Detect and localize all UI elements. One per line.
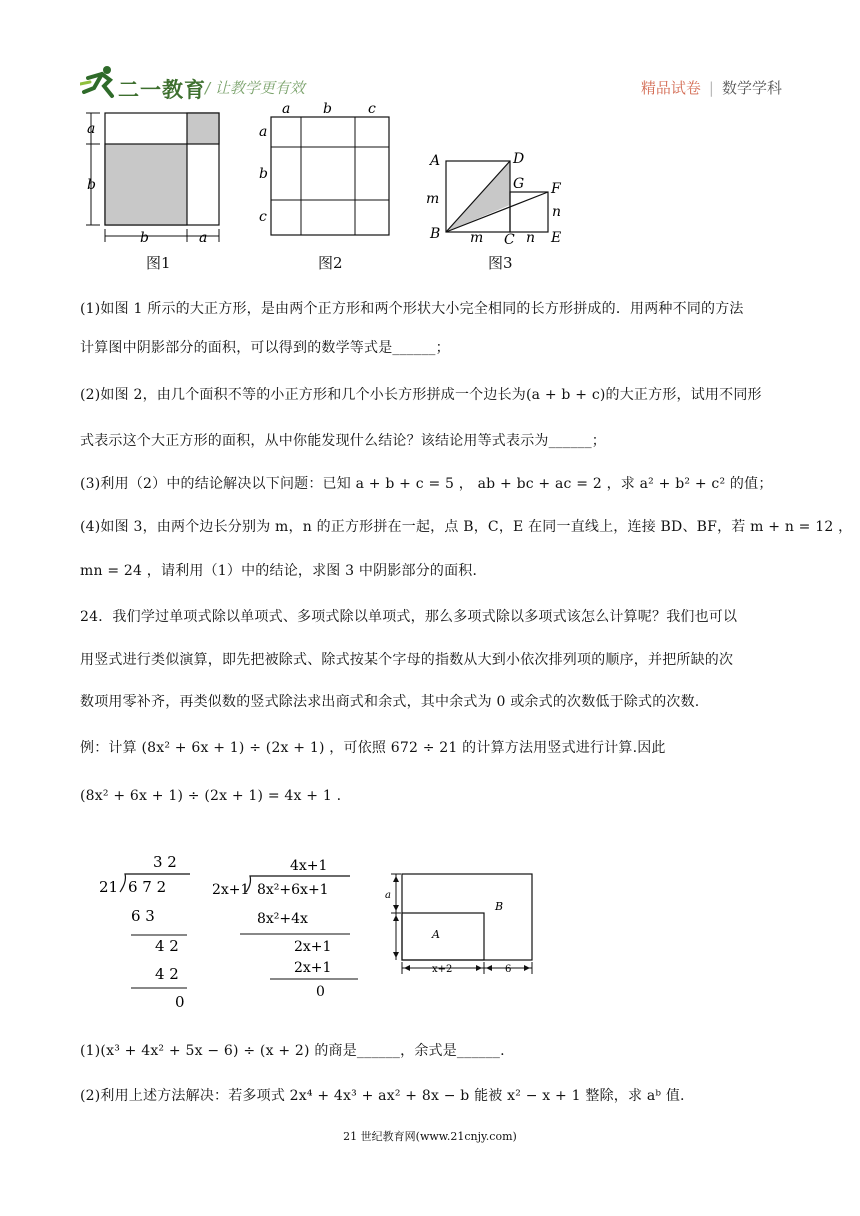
fig3-B: B xyxy=(430,226,441,242)
fig1-caption: 图1 xyxy=(146,254,171,272)
rect-label-A: A xyxy=(432,928,440,941)
fig3-D: D xyxy=(513,151,525,167)
fig2-left-a: a xyxy=(259,124,268,140)
fig1-label-a: a xyxy=(87,121,96,137)
q24-part1: (1)(x³ + 4x² + 5x − 6) ÷ (x + 2) 的商是______，余式是______. xyxy=(80,1043,505,1059)
poly-divisor: 2x+1 xyxy=(212,882,250,898)
q23-part3-line1: (3)利用（2）中的结论解决以下问题：已知 a + b + c = 5 ， ab + bc + ac = 2 ，求 a² + b² + c² 的值； xyxy=(80,476,773,492)
fig3-E: E xyxy=(551,230,562,246)
fig3-C: C xyxy=(504,232,515,248)
poly-quotient: 4x+1 xyxy=(290,858,328,874)
fig1-label-a-bottom: a xyxy=(199,230,208,246)
rect-label-a: a xyxy=(385,890,391,901)
rectangle-area-figure xyxy=(380,868,540,983)
q24-example-line1: 例：计算 (8x² + 6x + 1) ÷ (2x + 1) ，可依照 672 ÷ 21 的计算方法用竖式进行计算.因此 xyxy=(80,740,666,756)
running-figure-icon xyxy=(80,64,120,100)
num-step2: 4 2 xyxy=(155,937,179,955)
numeric-long-division xyxy=(95,850,205,1015)
num-step1: 6 3 xyxy=(131,907,155,925)
q24-example-line2: (8x² + 6x + 1) ÷ (2x + 1) = 4x + 1 . xyxy=(80,788,342,804)
fig2-top-a: a xyxy=(282,101,291,117)
q23-part1-line2: 计算图中阴影部分的面积，可以得到的数学等式是______； xyxy=(80,340,450,356)
q24-intro-line3: 数项用零补齐，再类似数的竖式除法求出商式和余式，其中余式为 0 或余式的次数低于除式的次数. xyxy=(80,694,700,710)
num-remainder: 0 xyxy=(175,993,185,1011)
fig3-F: F xyxy=(551,181,561,197)
polynomial-long-division xyxy=(210,850,370,1000)
footer: 21 世纪教育网(www.21cnjy.com) xyxy=(343,1130,517,1143)
fig1-label-b: b xyxy=(87,177,96,193)
poly-step2: 2x+1 xyxy=(294,939,332,955)
poly-remainder: 0 xyxy=(316,984,325,1000)
brand-slogan: / 让教学更有效 xyxy=(205,79,305,97)
num-dividend: 6 7 2 xyxy=(128,878,167,896)
fig2-top-b: b xyxy=(323,101,332,117)
figure-1 xyxy=(80,104,230,249)
header-right: 精品试卷 | 数学学科 xyxy=(640,79,782,97)
fig3-m: m xyxy=(426,191,440,207)
fig3-n-bottom: n xyxy=(526,230,536,246)
fig2-left-b: b xyxy=(259,166,268,182)
fig3-A: A xyxy=(430,153,441,169)
num-step3: 4 2 xyxy=(155,965,179,983)
fig2-left-c: c xyxy=(259,209,267,225)
figure-2 xyxy=(255,100,400,240)
num-divisor: 21 xyxy=(99,878,119,896)
q23-part2-line1: (2)如图 2，由几个面积不等的小正方形和几个小长方形拼成一个边长为(a + b + c)的大正方形，试用不同形 xyxy=(80,387,762,403)
q23-part1-line1: (1)如图 1 所示的大正方形，是由两个正方形和两个形状大小完全相同的长方形拼成的．用两种不同的方法 xyxy=(80,301,744,317)
poly-dividend: 8x²+6x+1 xyxy=(257,882,329,898)
num-quotient: 3 2 xyxy=(153,853,177,871)
q24-part2: (2)利用上述方法解决：若多项式 2x⁴ + 4x³ + ax² + 8x − b 能被 x² − x + 1 整除，求 aᵇ 值. xyxy=(80,1088,685,1104)
poly-step3: 2x+1 xyxy=(294,960,332,976)
header-subject: 数学学科 xyxy=(721,79,782,97)
poly-step1: 8x²+4x xyxy=(257,911,308,927)
fig2-top-c: c xyxy=(368,101,376,117)
figure-3 xyxy=(420,148,580,248)
rect-bottom-x-plus-2: x+2 xyxy=(432,964,453,975)
fig3-caption: 图3 xyxy=(488,254,513,272)
header-tag: 精品试卷 xyxy=(640,79,701,97)
q23-part2-line2: 式表示这个大正方形的面积，从中你能发现什么结论？该结论用等式表示为______； xyxy=(80,433,606,449)
fig2-caption: 图2 xyxy=(318,254,343,272)
rect-label-B: B xyxy=(495,900,504,913)
rect-bottom-6: 6 xyxy=(505,964,512,975)
q23-part4-line1: (4)如图 3，由两个边长分别为 m，n 的正方形拼在一起，点 B，C，E 在同一直线上，连接 BD、BF，若 m + n = 12 ， xyxy=(80,519,853,535)
q24-intro-line1: 24．我们学过单项式除以单项式、多项式除以单项式，那么多项式除以多项式该怎么计算呢？我们也可以 xyxy=(80,609,738,625)
brand-logo-text: 二一教育 xyxy=(118,78,206,102)
fig3-G: G xyxy=(513,176,525,192)
fig1-label-b-bottom: b xyxy=(140,230,149,246)
q24-intro-line2: 用竖式进行类似演算，即先把被除式、除式按某个字母的指数从大到小依次排列项的顺序，并把所缺的次 xyxy=(80,652,734,668)
fig3-m-bottom: m xyxy=(470,230,484,246)
fig3-n: n xyxy=(552,204,562,220)
q23-part4-line2: mn = 24 ，请利用（1）中的结论，求图 3 中阴影部分的面积． xyxy=(80,563,487,579)
